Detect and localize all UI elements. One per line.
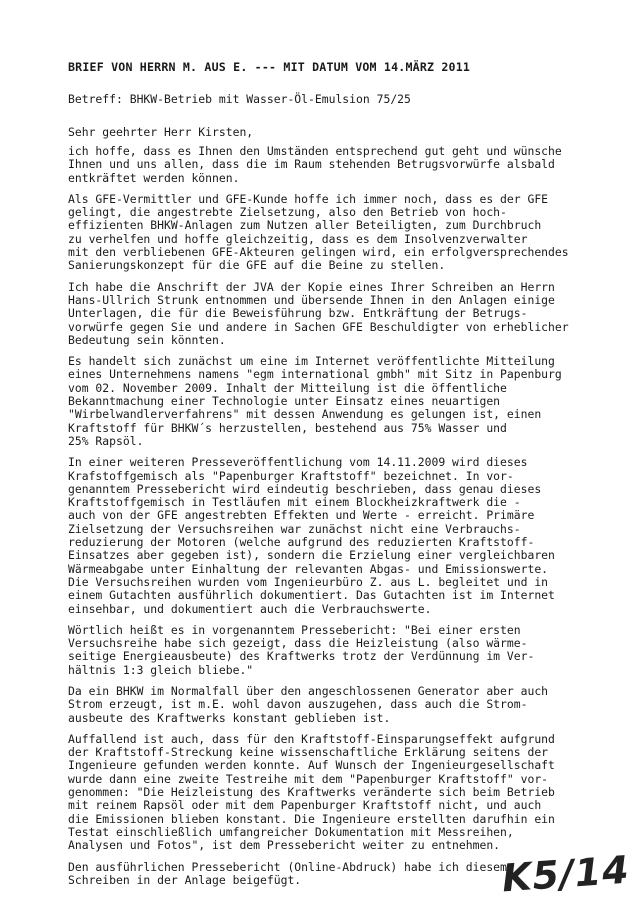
body-paragraph xyxy=(68,456,628,616)
text-line: Da ein BHKW im Normalfall über den angeschlossenen Generator aber auch xyxy=(68,683,549,698)
letter-salutation: Sehr geehrter Herr Kirsten, xyxy=(68,125,254,139)
text-line: "Wirbelwandlerverfahrens" mit dessen Anwendung es gelungen ist, einen xyxy=(68,407,542,422)
text-line: Ingenieure gefunden werden konnte. Auf Wunsch der Ingenieurgesellschaft xyxy=(68,758,555,773)
text-line: mit reinem Rapsöl oder mit dem Papenburger Kraftstoff nicht, und auch xyxy=(68,798,542,813)
text-line: eines Unternehmens namens "egm international gmbh" mit Sitz in Papenburg xyxy=(68,367,562,382)
text-line: Auffallend ist auch, dass für den Kraftstoff-Einsparungseffekt aufgrund xyxy=(68,731,555,746)
text-line: 25% Rapsöl. xyxy=(68,433,144,448)
text-line: Testat einschließlich umfangreicher Dokumentation mit Messreihen, xyxy=(68,824,514,839)
text-line: genanntem Pressebericht wird eindeutig beschrieben, dass genau dieses xyxy=(68,481,542,496)
text-line: entkräftet werden können. xyxy=(68,170,240,185)
body-paragraph xyxy=(68,733,628,853)
body-paragraph xyxy=(68,355,628,448)
text-line: Strom erzeugt, ist m.E. wohl davon auszugehen, dass auch die Strom- xyxy=(68,697,528,712)
body-paragraph xyxy=(68,281,628,347)
body-paragraph xyxy=(68,193,628,273)
text-line: vom 02. November 2009. Inhalt der Mitteilung ist die öffentliche xyxy=(68,380,507,395)
letter-body xyxy=(68,145,628,887)
text-line: Bekanntmachung einer Technologie unter Einsatz eines neuartigen xyxy=(68,394,501,409)
body-paragraph xyxy=(68,145,628,185)
text-line: Kraftstoff für BHKW´s herzustellen, bestehend aus 75% Wasser und xyxy=(68,420,507,435)
letter-subject: Betreff: BHKW-Betrieb mit Wasser-Öl-Emulsion 75/25 xyxy=(68,92,411,106)
text-line: Es handelt sich zunächst um eine im Internet veröffentlichte Mitteilung xyxy=(68,354,555,369)
text-line: einem Gutachten ausführlich dokumentiert. Das Gutachten ist im Internet xyxy=(68,588,555,603)
text-line: genommen: "Die Heizleistung des Kraftwerks veränderte sich beim Betrieb xyxy=(68,785,555,800)
body-paragraph xyxy=(68,624,628,677)
text-line: wurde dann eine zweite Testreihe mit dem "Papenburger Kraftstoff" vor- xyxy=(68,771,549,786)
text-line: hältnis 1:3 gleich bliebe." xyxy=(68,662,254,677)
text-line: seitige Energieausbeute) des Kraftwerks trotz der Verdünnung im Ver- xyxy=(68,649,535,664)
text-line: Analysen und Fotos", ist dem Pressebericht weiter zu entnehmen. xyxy=(68,838,501,853)
text-line: Versuchsreihe habe sich gezeigt, dass die Heizleistung (also wärme- xyxy=(68,636,528,651)
text-line: effizienten BHKW-Anlagen zum Nutzen aller Beteiligten, zum Durchbruch xyxy=(68,218,542,233)
text-line: Ich habe die Anschrift der JVA der Kopie eines Ihrer Schreiben an Herrn xyxy=(68,279,555,294)
text-line: In einer weiteren Presseveröffentlichung vom 14.11.2009 wird dieses xyxy=(68,455,528,470)
text-line: Hans-Ullrich Strunk entnommen und übersende Ihnen in den Anlagen einige xyxy=(68,292,555,307)
text-line: mit den verbliebenen GFE-Akteuren gelingen wird, ein erfolgversprechendes xyxy=(68,245,569,260)
text-line: Sanierungskonzept für die GFE auf die Beine zu stellen. xyxy=(68,258,446,273)
text-line: Die Versuchsreihen wurden vom Ingenieurbüro Z. aus L. begleitet und in xyxy=(68,574,549,589)
handwritten-page-mark: K5/14 xyxy=(500,847,632,901)
text-line: einsehbar, und dokumentiert auch die Verbrauchswerte. xyxy=(68,601,432,616)
text-line: der Kraftstoff-Streckung keine wissenschaftliche Erklärung seitens der xyxy=(68,745,549,760)
text-line: Zielsetzung der Versuchsreihen war zunächst nicht eine Verbrauchs- xyxy=(68,521,521,536)
text-line: Den ausführlichen Pressebericht (Online-Abdruck) habe ich diesem xyxy=(68,859,507,874)
text-line: Wörtlich heißt es in vorgenanntem Pressebericht: "Bei einer ersten xyxy=(68,622,521,637)
text-line: Als GFE-Vermittler und GFE-Kunde hoffe ich immer noch, dass es der GFE xyxy=(68,191,549,206)
text-line: Bedeutung sein könnten. xyxy=(68,332,226,347)
text-line: reduzierung der Motoren (welche aufgrund des reduzierten Kraftstoff- xyxy=(68,535,535,550)
body-paragraph xyxy=(68,685,628,725)
text-line: Ihnen und uns allen, dass die im Raum stehenden Betrugsvorwürfe alsbald xyxy=(68,157,555,172)
text-line: Einsatzes aber gegeben ist), sondern die Erzielung einer vergleichbaren xyxy=(68,548,555,563)
text-line: Unterlagen, die für die Beweisführung bzw. Entkräftung der Betrugs- xyxy=(68,306,528,321)
text-line: Wärmeabgabe unter Einhaltung der relevanten Abgas- und Emissionswerte. xyxy=(68,561,549,576)
text-line: ich hoffe, dass es Ihnen den Umständen entsprechend gut geht und wünsche xyxy=(68,144,562,158)
text-line: Kraftstoffgemisch in Testläufen mit einem Blockheizkraftwerk die - xyxy=(68,495,521,510)
text-line: Krafstoffgemisch als "Papenburger Kraftstoff" bezeichnet. In vor- xyxy=(68,468,514,483)
text-line: zu verhelfen und hoffe gleichzeitig, dass es dem Insolvenzverwalter xyxy=(68,231,528,246)
text-line: die Emissionen blieben konstant. Die Ingenieure erstellten darufhin ein xyxy=(68,811,555,826)
text-line: vorwürfe gegen Sie und andere in Sachen GFE Beschuldigter von erheblicher xyxy=(68,319,569,334)
letter-page xyxy=(68,60,628,895)
text-line: auch von der GFE angestrebten Effekten und Werte - erreicht. Primäre xyxy=(68,508,535,523)
text-line: gelingt, die angestrebte Zielsetzung, also den Betrieb von hoch- xyxy=(68,205,507,220)
text-line: ausbeute des Kraftwerks konstant geblieben ist. xyxy=(68,710,391,725)
letter-heading: BRIEF VON HERRN M. AUS E. --- MIT DATUM VOM 14.MÄRZ 2011 xyxy=(68,60,471,74)
text-line: Schreiben in der Anlage beigefügt. xyxy=(68,872,302,887)
